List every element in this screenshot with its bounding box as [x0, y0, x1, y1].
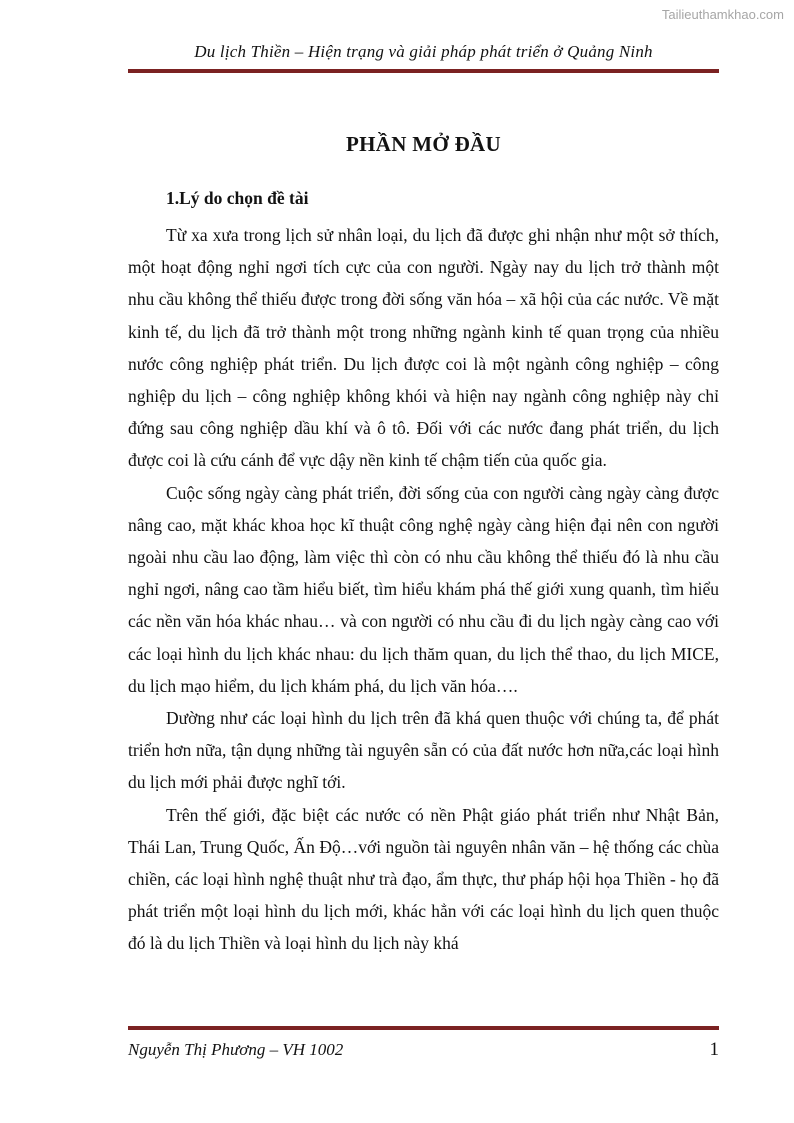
main-title: PHẦN MỞ ĐẦU — [346, 132, 501, 156]
header-title: Du lịch Thiền – Hiện trạng và giải pháp phát triển ở Quảng Ninh — [194, 42, 653, 61]
paragraph-3: Dường như các loại hình du lịch trên đã khá quen thuộc với chúng ta, để phát triển hơn nữa, tận dụng những tài nguyên sẵn có của đất nước hơn nữa,các loại hình du lịch mới phải được nghĩ tới. — [128, 708, 719, 793]
page-number: 1 — [709, 1039, 719, 1060]
footer-author: Nguyễn Thị Phương – VH 1002 — [128, 1040, 344, 1059]
document-content — [128, 126, 719, 1021]
page-header — [128, 42, 719, 73]
section-heading: 1.Lý do chọn đề tài — [166, 188, 309, 208]
paragraph-1: Từ xa xưa trong lịch sử nhân loại, du lịch đã được ghi nhận như một sở thích, một hoạt động nghỉ ngơi tích cực của con người. Ngày nay du lịch trở thành một nhu cầu không thể thiếu được trong đời sống văn hóa – xã hội của các nước. Về mặt kinh tế, du lịch đã trở thành một trong những ngành kinh tế quan trọng của nhiều nước công nghiệp phát triển. Du lịch được coi là một ngành công nghiệp – công nghiệp du lịch – công nghiệp không khói và hiện nay ngành công nghiệp này chỉ đứng sau công nghiệp dầu khí và ô tô. Đối với các nước đang phát triển, du lịch được coi là cứu cánh để vực dậy nền kinh tế chậm tiến của quốc gia. — [128, 225, 719, 471]
page-footer — [128, 1026, 719, 1061]
paragraph-2: Cuộc sống ngày càng phát triển, đời sống của con người càng ngày càng được nâng cao, mặt khác khoa học kĩ thuật công nghệ ngày càng hiện đại nên con người ngoài nhu cầu lao động, làm việc thì còn có nhu cầu không thể thiếu đó là nhu cầu nghỉ ngơi, nâng cao tầm hiểu biết, tìm hiểu khám phá thế giới xung quanh, tìm hiểu các nền văn hóa khác nhau… và con người có nhu cầu đi du lịch ngày càng cao với các loại hình du lịch khác nhau: du lịch thăm quan, du lịch thể thao, du lịch MICE, du lịch mạo hiểm, du lịch khám phá, du lịch văn hóa…. — [128, 482, 719, 696]
site-watermark: Tailieuthamkhao.com — [661, 7, 784, 22]
paragraph-4: Trên thế giới, đặc biệt các nước có nền Phật giáo phát triển như Nhật Bản, Thái Lan, Trung Quốc, Ấn Độ…với nguồn tài nguyên nhân văn – hệ thống các chùa chiền, các loại hình nghệ thuật như trà đạo, ẩm thực, thư pháp hội họa Thiền - họ đã phát triển một loại hình du lịch mới, khác hẳn với các loại hình du lịch quen thuộc đó là du lịch Thiền và loại hình du lịch này khá — [128, 804, 719, 954]
